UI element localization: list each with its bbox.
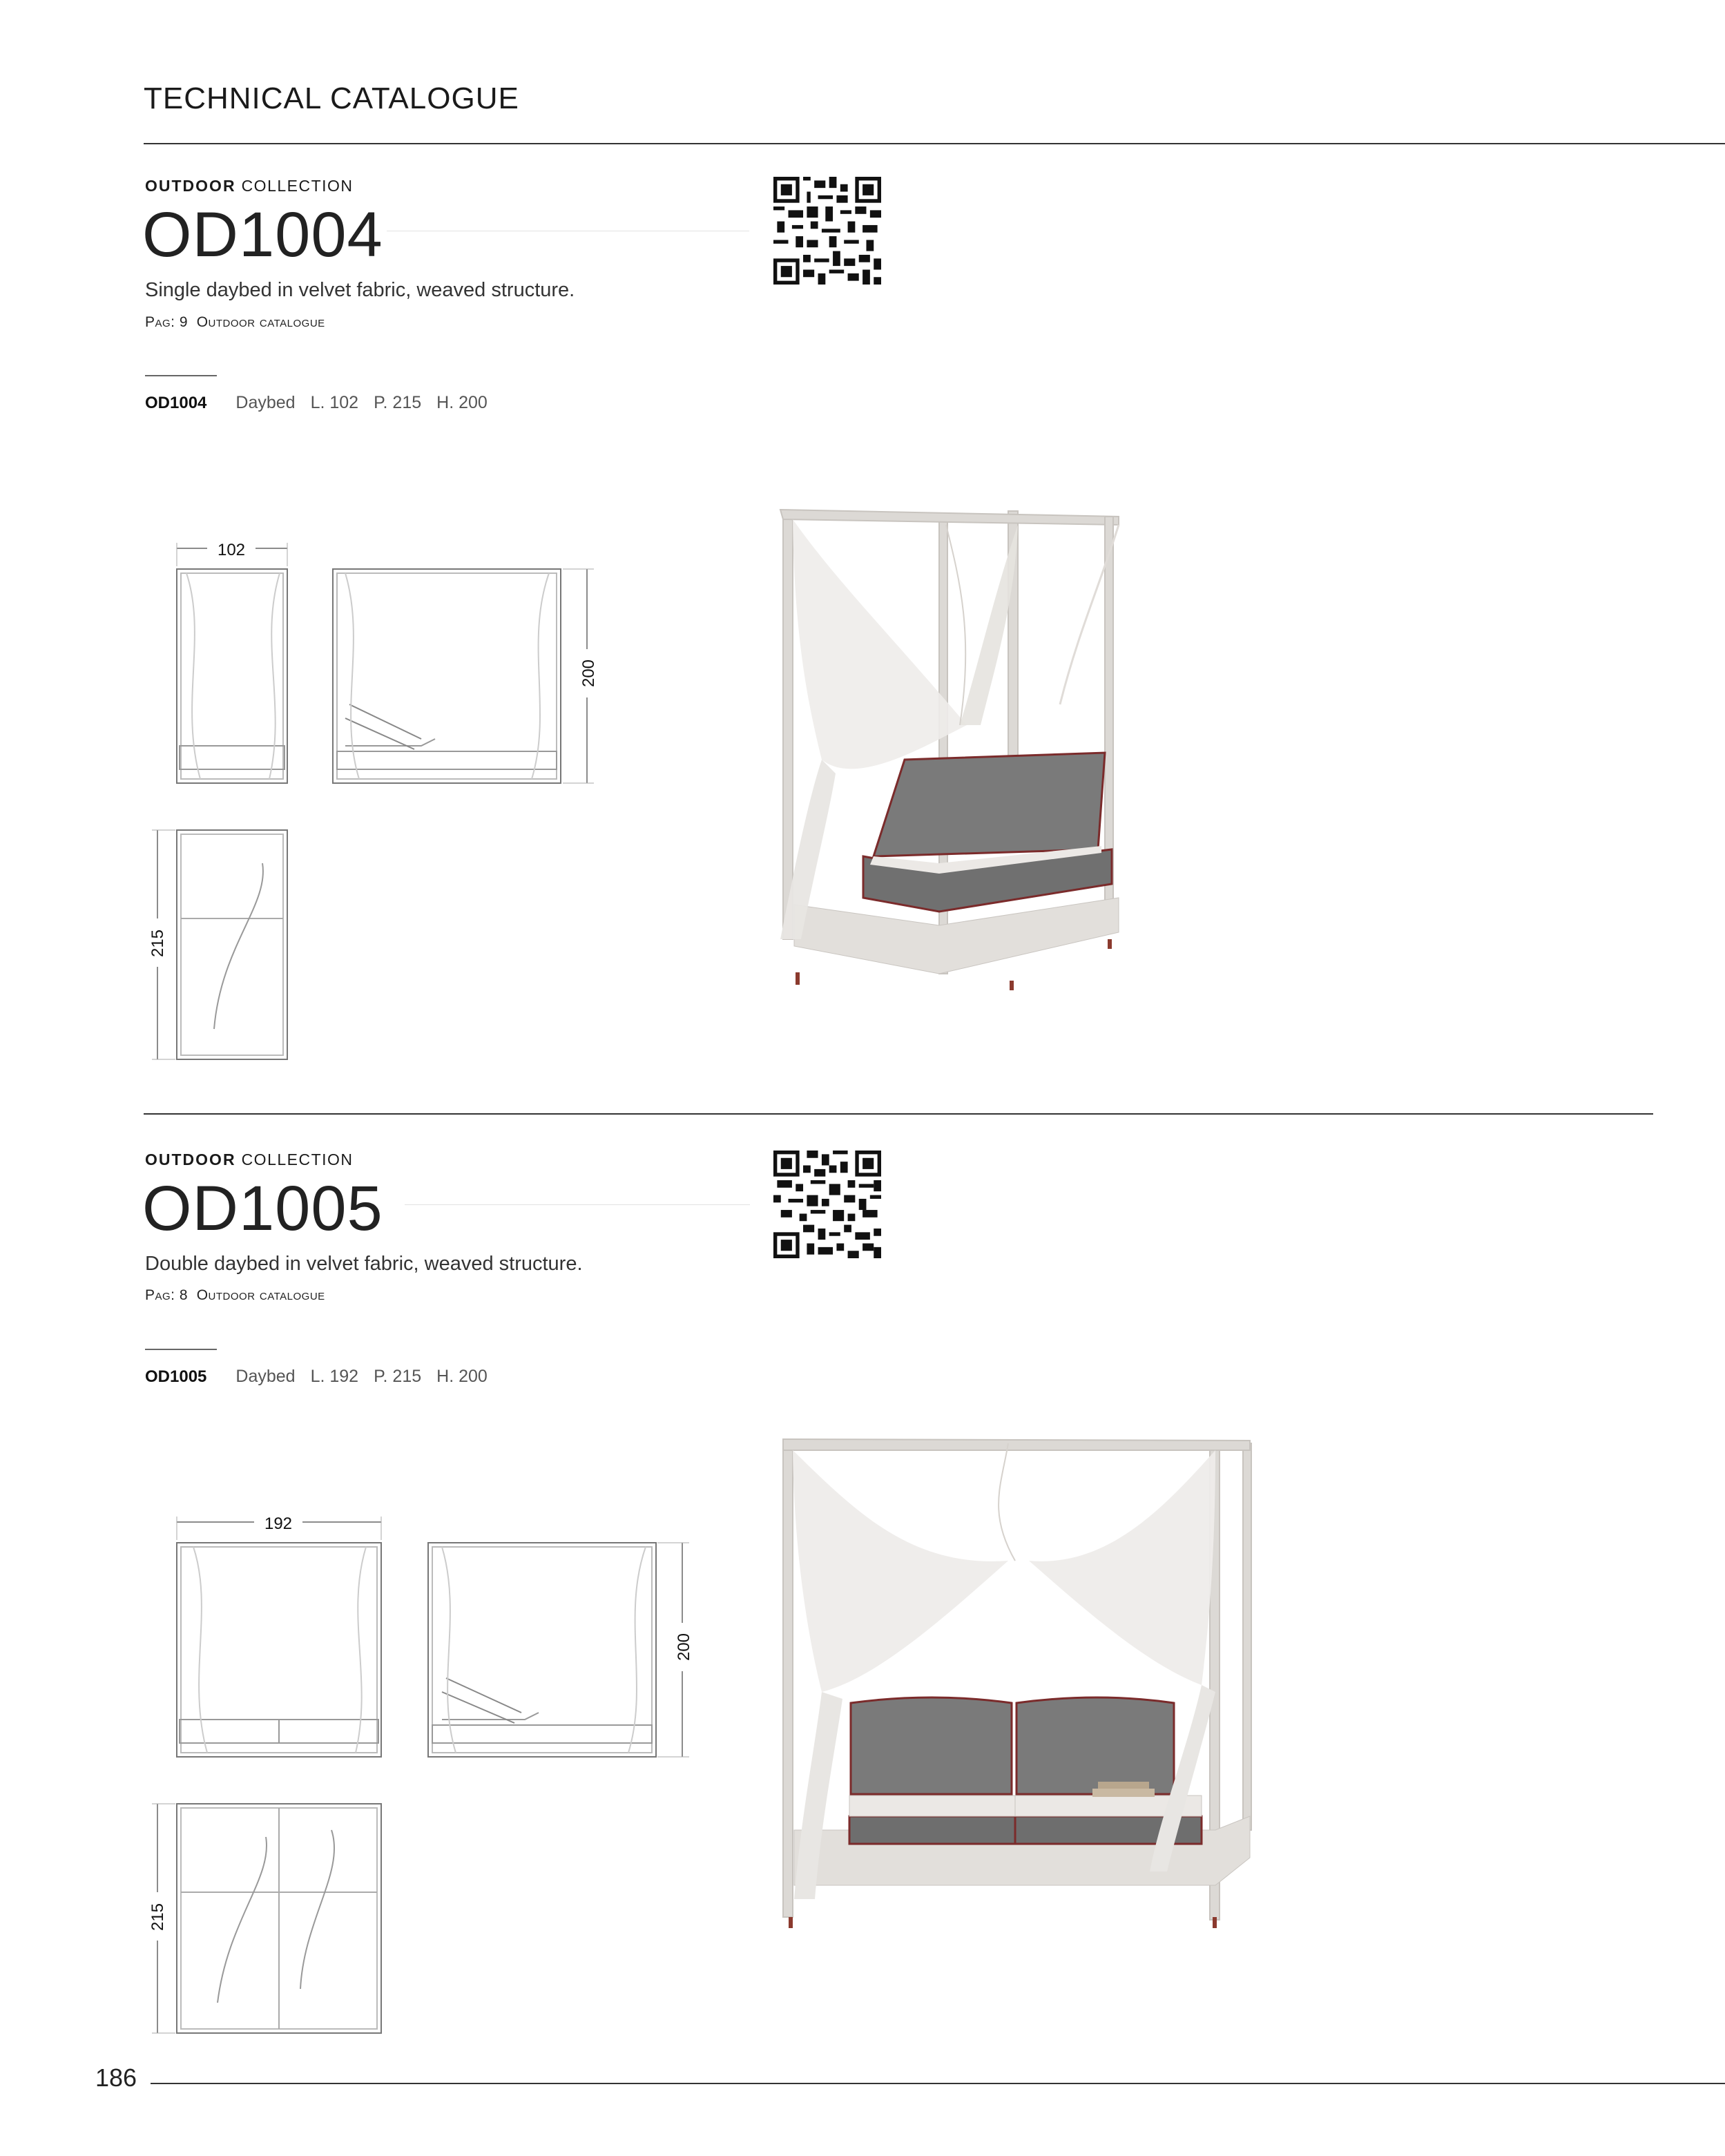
- product-description: Single daybed in velvet fabric, weaved structure.: [145, 279, 575, 301]
- side-view-drawing: [428, 1543, 656, 1757]
- product-image: [753, 497, 1153, 994]
- qr-code[interactable]: [773, 177, 881, 285]
- qr-code[interactable]: [773, 1151, 881, 1258]
- catalogue-page-ref: [145, 314, 325, 331]
- height-dimension: 200: [579, 659, 598, 688]
- page-ref-catalogue: Outdoor catalogue: [196, 314, 325, 330]
- collection-label: [145, 177, 354, 195]
- page-ref-catalogue: Outdoor catalogue: [196, 1287, 325, 1303]
- section-divider: [144, 1113, 1653, 1115]
- collection-suffix: COLLECTION: [241, 177, 354, 195]
- page-ref-label: Pag: 8: [145, 1287, 189, 1303]
- spec-length: L. 192: [310, 1367, 359, 1386]
- model-code-heading: OD1004: [142, 200, 383, 270]
- technical-drawings: [138, 1505, 704, 2044]
- model-code-heading: OD1005: [142, 1173, 383, 1244]
- spec-row: [145, 1367, 488, 1387]
- product-image: [773, 1430, 1271, 1941]
- spec-separator: [145, 375, 217, 376]
- spec-depth: P. 215: [374, 393, 422, 412]
- front-view-drawing: [177, 1543, 381, 1757]
- height-dimension: 200: [675, 1633, 693, 1662]
- spec-type: Daybed: [235, 1367, 296, 1386]
- spec-separator: [145, 1349, 217, 1350]
- side-view-drawing: [333, 569, 561, 783]
- top-view-drawing: [177, 830, 287, 1059]
- spec-height: H. 200: [436, 1367, 488, 1386]
- spec-height: H. 200: [436, 393, 488, 412]
- product-description: Double daybed in velvet fabric, weaved structure.: [145, 1253, 583, 1275]
- model-heading-rule: [405, 1204, 750, 1205]
- spec-code: OD1005: [145, 1367, 207, 1386]
- spec-depth: P. 215: [374, 1367, 422, 1386]
- catalogue-page-ref: [145, 1287, 325, 1304]
- spec-code: OD1004: [145, 394, 207, 412]
- depth-dimension: 215: [148, 1903, 167, 1932]
- spec-type: Daybed: [235, 393, 296, 412]
- page-ref-label: Pag: 9: [145, 314, 189, 330]
- technical-drawings: [138, 532, 621, 1070]
- page-number: 186: [95, 2063, 137, 2092]
- collection-name: OUTDOOR: [145, 177, 236, 195]
- footer-divider: [151, 2083, 1725, 2084]
- collection-suffix: COLLECTION: [241, 1151, 354, 1168]
- top-view-drawing: [177, 1804, 381, 2033]
- width-dimension: 102: [217, 541, 246, 559]
- catalogue-title: TECHNICAL CATALOGUE: [144, 81, 519, 115]
- width-dimension: 192: [264, 1514, 293, 1533]
- collection-label: [145, 1151, 354, 1169]
- spec-length: L. 102: [310, 393, 359, 412]
- spec-row: [145, 393, 488, 413]
- front-view-drawing: [177, 569, 287, 783]
- collection-name: OUTDOOR: [145, 1151, 236, 1168]
- depth-dimension: 215: [148, 929, 167, 958]
- header-divider: [144, 143, 1725, 144]
